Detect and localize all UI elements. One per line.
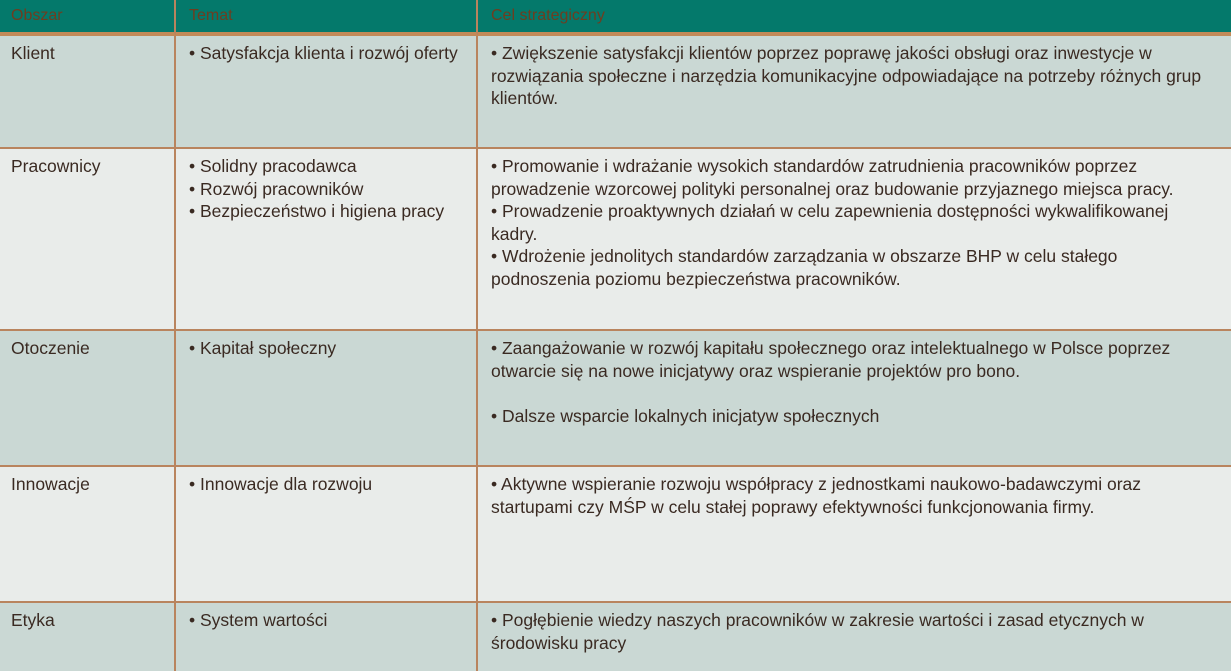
row-area-otoczenie: Otoczenie (0, 331, 176, 467)
row-topic-cell (176, 149, 478, 331)
goal-item: • Prowadzenie proaktywnych działań w celu zapewnienia dostępności wykwalifikowanej kadry. (491, 201, 1169, 244)
row-topic-cell (176, 36, 478, 149)
row-area-innowacje: Innowacje (0, 467, 176, 603)
topic-item: • System wartości (189, 610, 328, 630)
row-topic-cell (176, 467, 478, 603)
row-topic-cell (176, 603, 478, 671)
topic-item: • Bezpieczeństwo i higiena pracy (189, 201, 445, 221)
header-area: Obszar (0, 0, 176, 36)
row-goal-cell (478, 36, 1231, 149)
topic-item: • Solidny pracodawca (189, 156, 357, 176)
header-goal: Cel strategiczny (478, 0, 1231, 36)
goal-item: • Aktywne wspieranie rozwoju współpracy z jednostkami naukowo-badawczymi oraz startupami czy MŚP w celu stałej poprawy efektywności funkcjonowania firmy. (491, 474, 1142, 517)
row-goal-cell (478, 149, 1231, 331)
row-area-etyka: Etyka (0, 603, 176, 671)
goal-item: • Pogłębienie wiedzy naszych pracowników w zakresie wartości i zasad etycznych w środowisku pracy (491, 610, 1144, 653)
goal-item: • Promowanie i wdrażanie wysokich standardów zatrudnienia pracowników poprzez prowadzenie wzorcowej polityki personalnej oraz budowanie przyjaznego miejsca pracy. (491, 156, 1174, 199)
goal-item: • Dalsze wsparcie lokalnych inicjatyw społecznych (491, 406, 880, 426)
row-topic-cell (176, 331, 478, 467)
goal-item: • Wdrożenie jednolitych standardów zarządzania w obszarze BHP w celu stałego podnoszenia poziomu bezpieczeństwa pracowników. (491, 246, 1118, 289)
goal-item: • Zaangażowanie w rozwój kapitału społecznego oraz intelektualnego w Polsce poprzez otwarcie się na nowe inicjatywy oraz wspieranie projektów pro bono. (491, 338, 1171, 381)
row-area-pracownicy: Pracownicy (0, 149, 176, 331)
row-goal-cell (478, 603, 1231, 671)
topic-item: • Innowacje dla rozwoju (189, 474, 373, 494)
topic-item: • Rozwój pracowników (189, 178, 364, 199)
header-topic: Temat (176, 0, 478, 36)
row-goal-cell (478, 467, 1231, 603)
topic-item: • Kapitał społeczny (189, 338, 337, 358)
row-area-klient: Klient (0, 36, 176, 149)
goal-item: • Zwiększenie satysfakcji klientów poprzez poprawę jakości obsługi oraz inwestycje w rozwiązania społeczne i narzędzia komunikacyjne odpowiadające na potrzeby różnych grup klientów. (491, 43, 1202, 108)
row-goal-cell (478, 331, 1231, 467)
topic-item: • Satysfakcja klienta i rozwój oferty (189, 43, 458, 63)
